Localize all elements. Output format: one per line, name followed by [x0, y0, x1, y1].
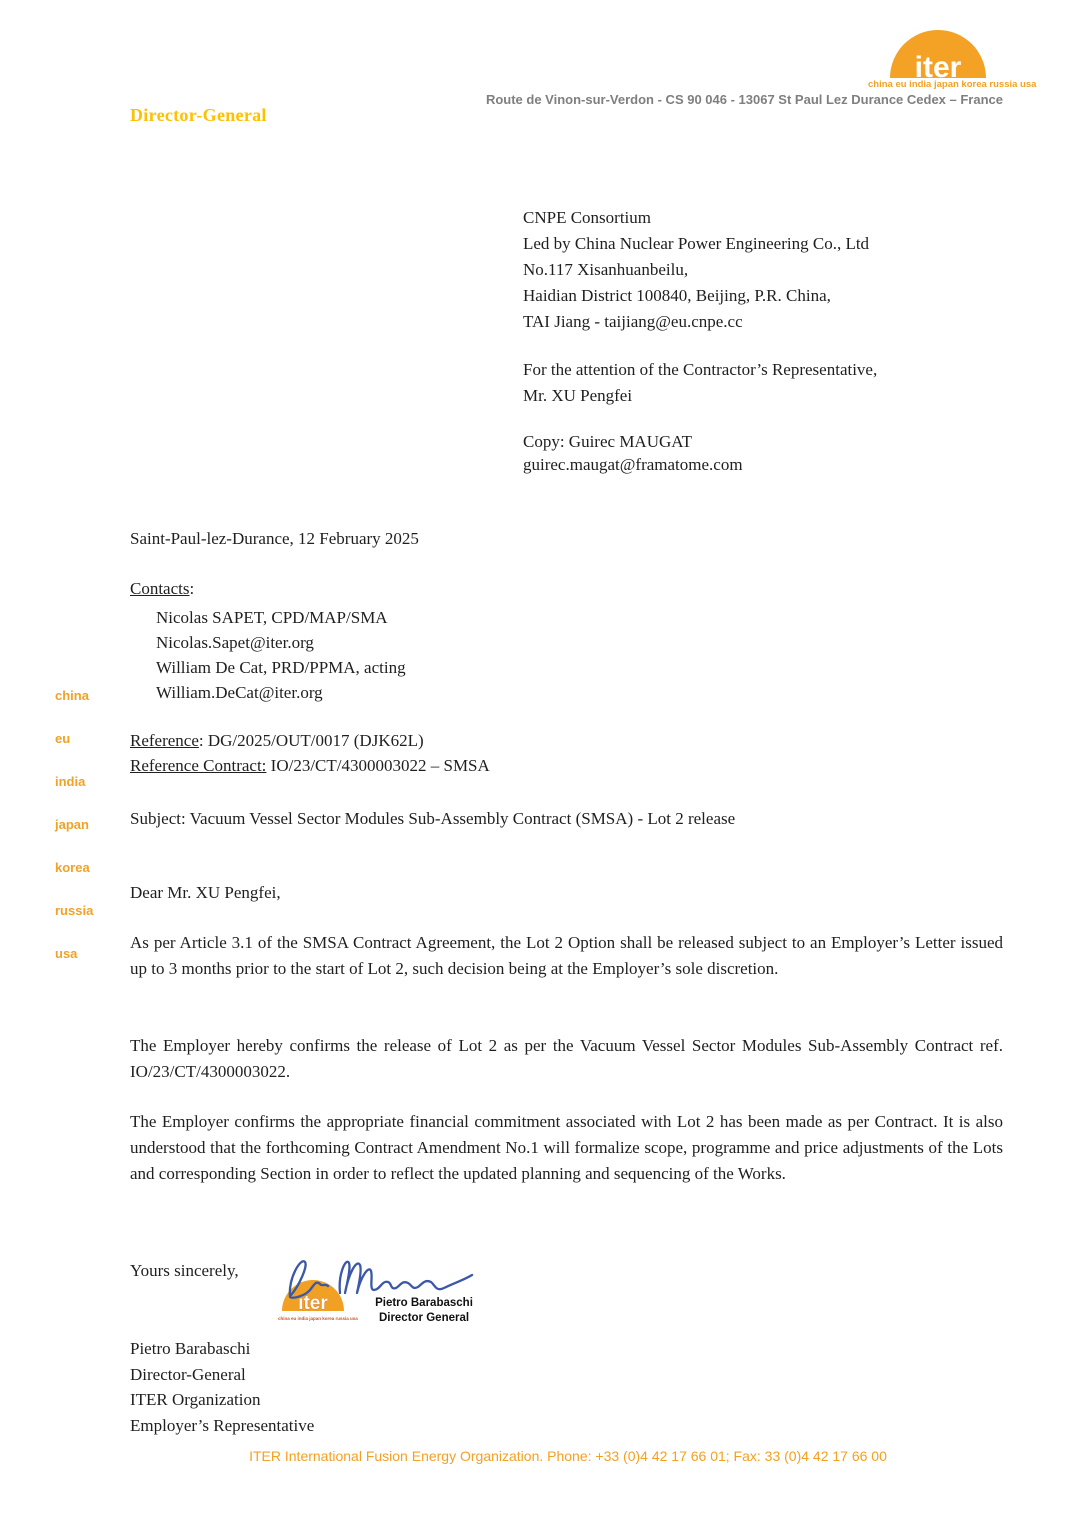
footer-contact-line: ITER International Fusion Energy Organization. Phone: +33 (0)4 42 17 66 01; Fax: 33 (0)4 42 17 66 00 — [249, 1448, 887, 1464]
valediction: Yours sincerely, — [130, 1261, 239, 1280]
closing-block — [130, 1336, 314, 1438]
closing-signer-title: Director-General — [130, 1364, 246, 1384]
contacts-heading-colon: : — [189, 579, 195, 598]
contact-name: Nicolas SAPET, CPD/MAP/SMA — [156, 608, 388, 627]
reference-contract-label: Reference Contract: — [130, 756, 267, 775]
attention-block — [523, 357, 877, 409]
signature-printed-name: Pietro Barabaschi — [375, 1297, 473, 1309]
contact-name: William De Cat, PRD/PPMA, acting — [156, 658, 406, 677]
recipient-line: Led by China Nuclear Power Engineering Co., Ltd — [523, 234, 870, 253]
signature-iter-members-line: china eu india japan korea russia usa — [278, 1316, 358, 1321]
member-state-label: japan — [55, 817, 89, 832]
copy-email: guirec.maugat@framatome.com — [523, 455, 743, 474]
closing-signer-name: Pietro Barabaschi — [130, 1339, 251, 1358]
member-state-label: russia — [55, 903, 94, 918]
closing-role: Employer’s Representative — [130, 1415, 315, 1435]
signature-iter-wordmark: iter — [298, 1293, 328, 1314]
reference-label: Reference — [130, 731, 199, 750]
salutation: Dear Mr. XU Pengfei, — [130, 883, 281, 902]
contacts-heading — [130, 579, 194, 599]
hq-address-line: Route de Vinon-sur-Verdon - CS 90 046 - 13067 St Paul Lez Durance Cedex – France — [485, 92, 1003, 107]
body-paragraph-3: The Employer confirms the appropriate financial commitment associated with Lot 2 has been made as per Contract. It is also understood that the forthcoming Contract Amendment No.1 will formalize scope, programme and price adjustments of the Lots and corresponding Section in order to reflect the updated planning and sequencing of the Works. — [130, 1112, 1003, 1183]
dateline: Saint-Paul-lez-Durance, 12 February 2025 — [130, 529, 419, 548]
sender-title: Director-General — [130, 105, 267, 125]
signature-printed-title: Director General — [378, 1312, 470, 1324]
reference-contract-line — [130, 756, 490, 776]
member-state-label: usa — [55, 946, 78, 961]
attention-line: For the attention of the Contractor’s Representative, — [523, 360, 878, 379]
member-state-label: china — [55, 688, 89, 703]
reference-value: : DG/2025/OUT/0017 (DJK62L) — [198, 731, 424, 750]
recipient-contact-email: TAI Jiang - taijiang@eu.cnpe.cc — [523, 312, 743, 331]
recipient-line: No.117 Xisanhuanbeilu, — [523, 260, 689, 279]
contacts-heading-label: Contacts — [130, 579, 190, 598]
recipient-address-block — [523, 205, 869, 335]
body-paragraph-1: As per Article 3.1 of the SMSA Contract Agreement, the Lot 2 Option shall be released subject to an Employer’s Letter issued up to 3 months prior to the start of Lot 2, such decision being at the Employer’s sole discretion. — [130, 933, 1003, 978]
recipient-line: Haidian District 100840, Beijing, P.R. China, — [523, 286, 831, 305]
copy-name: Copy: Guirec MAUGAT — [523, 432, 693, 451]
contact-email: William.DeCat@iter.org — [156, 683, 323, 702]
subject-line: Subject: Vacuum Vessel Sector Modules Sub-Assembly Contract (SMSA) - Lot 2 release — [130, 809, 736, 828]
reference-line — [130, 731, 424, 751]
member-state-label: eu — [55, 731, 71, 746]
recipient-line: CNPE Consortium — [523, 208, 651, 227]
iter-logo-members-line: china eu india japan korea russia usa — [868, 79, 1037, 90]
signature-block — [276, 1250, 481, 1335]
iter-logo-dome-icon — [890, 30, 986, 84]
iter-logo-wordmark: iter — [914, 51, 962, 84]
contact-email: Nicolas.Sapet@iter.org — [156, 633, 314, 652]
member-states-sidebar — [55, 688, 93, 961]
closing-organization: ITER Organization — [130, 1390, 261, 1409]
signature-printed-block — [368, 1296, 480, 1326]
copy-block — [523, 430, 743, 476]
member-state-label: korea — [55, 860, 90, 875]
reference-contract-value: IO/23/CT/4300003022 – SMSA — [266, 756, 490, 775]
member-state-label: india — [55, 774, 86, 789]
contacts-list — [156, 605, 406, 705]
iter-logo — [868, 30, 1037, 90]
body-paragraph-2: The Employer hereby confirms the release of Lot 2 as per the Vacuum Vessel Sector Modules Sub-Assembly Contract ref. IO/23/CT/4300003022. — [130, 1036, 1003, 1081]
attention-name: Mr. XU Pengfei — [523, 386, 633, 405]
